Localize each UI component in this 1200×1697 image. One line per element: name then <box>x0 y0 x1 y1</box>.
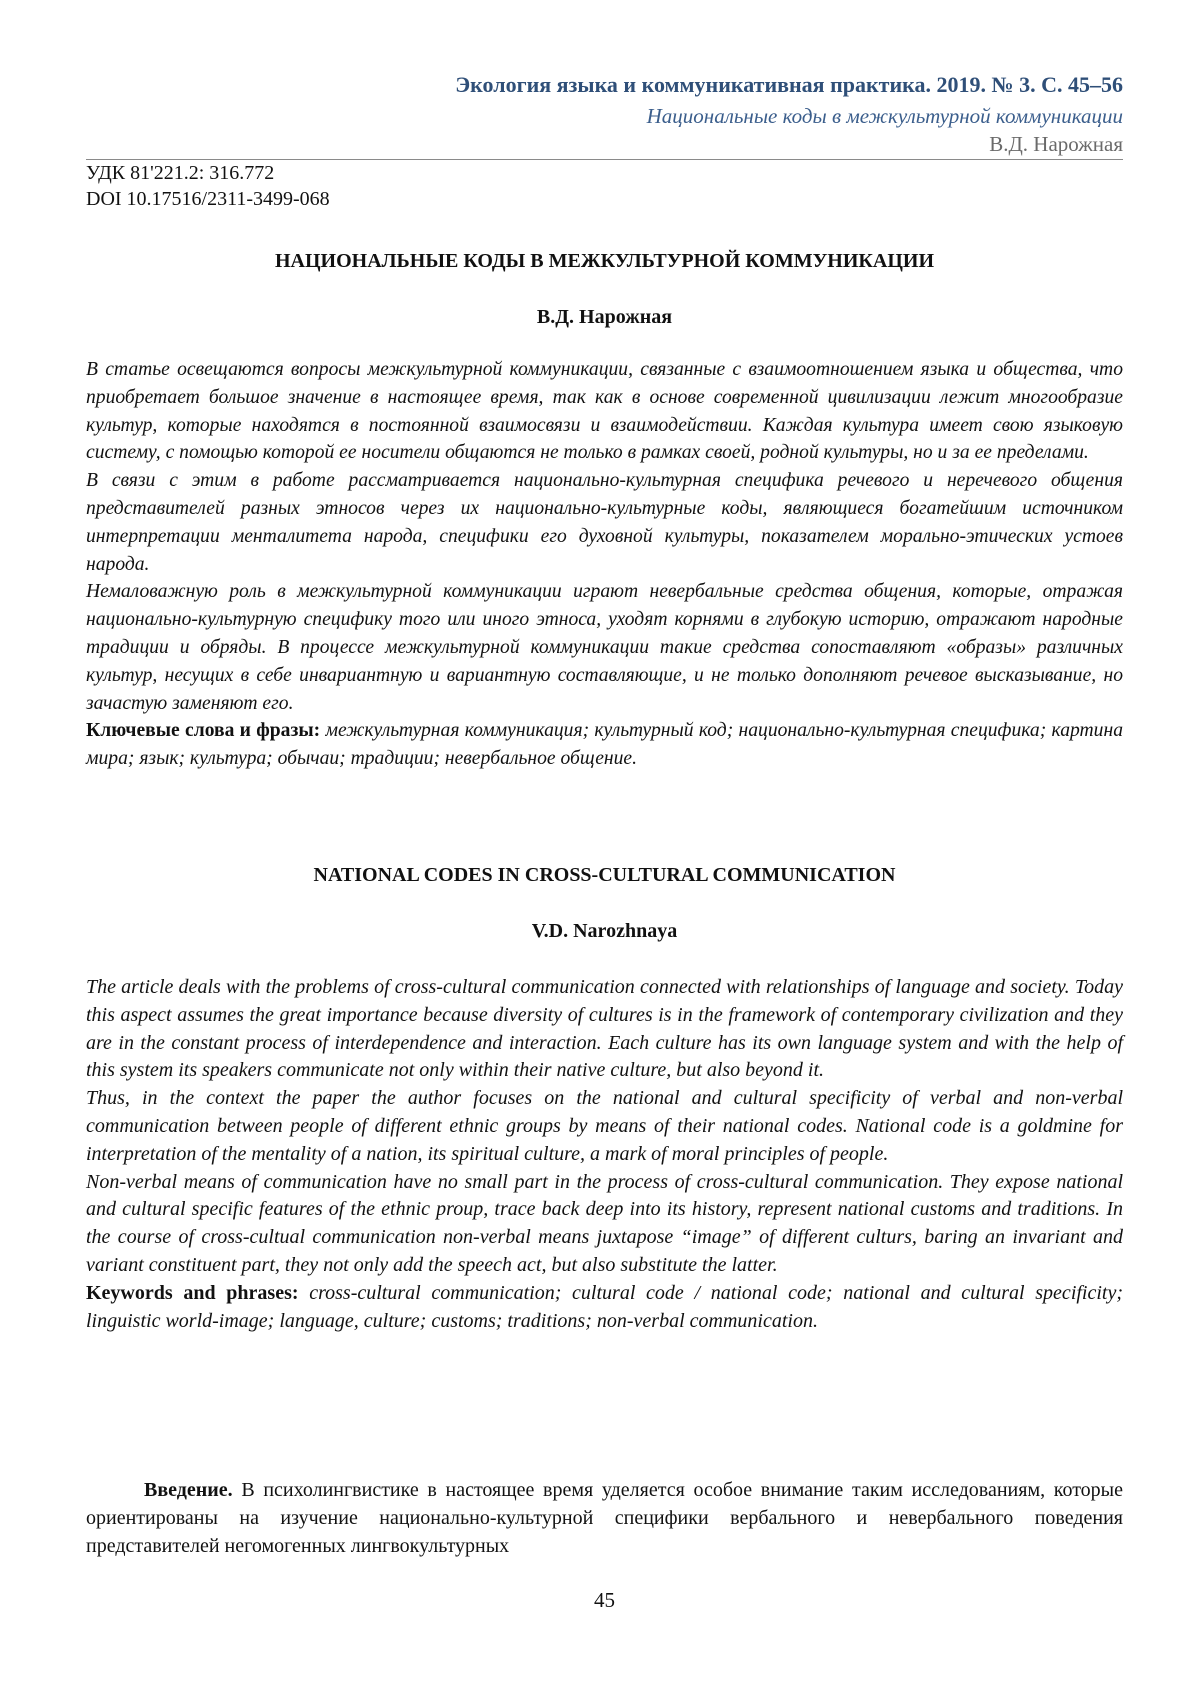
author-name-en: V.D. Narozhnaya <box>531 920 678 942</box>
keywords-en <box>86 1280 1123 1336</box>
introduction-label: Введение. <box>144 1479 233 1501</box>
abstract-en-paragraph: The article deals with the problems of cross-cultural communication connected with relationships of language and society. Today this aspect assumes the great importance because diversity of cultures is in the framework of contemporary civilization and they are in the constant process of interdependence and interaction. Each culture has its own language system and with the help of this system its speakers communicate not only within their native culture, but also beyond it. <box>86 976 1123 1082</box>
keywords-en-list: cross-cultural communication; cultural code / national code; national and cultural specificity; linguistic world-image; language, culture; customs; traditions; non-verbal communication. <box>86 1281 1124 1332</box>
running-header-topic: Национальные коды в межкультурной коммуникации <box>646 104 1123 128</box>
keywords-en-label: Keywords and phrases: <box>86 1281 299 1304</box>
keywords-ru-label: Ключевые слова и фразы: <box>86 720 321 742</box>
article-title-ru: НАЦИОНАЛЬНЫЕ КОДЫ В МЕЖКУЛЬТУРНОЙ КОММУНИКАЦИИ <box>274 250 934 272</box>
abstract-en <box>86 974 1123 1335</box>
page-number: 45 <box>594 1588 615 1612</box>
running-header-author: В.Д. Нарожная <box>989 132 1123 156</box>
keywords-ru-list: межкультурная коммуникация; культурный код; национально-культурная специфика; картина мира; язык; культура; обычаи; традиции; невербальное общение. <box>86 720 1123 770</box>
introduction <box>86 1477 1123 1560</box>
abstract-en-paragraph: Non-verbal means of communication have no small part in the process of cross-cultural communication. They expose national and cultural specific features of the ethnic proup, trace back deep into its history, represent national customs and traditions. In the course of cross-cultual communication non-verbal means juxtapose “image” of different culturs, baring an invariant and variant constituent part, they not only add the speech act, but also substitute the latter. <box>86 1170 1123 1276</box>
abstract-ru-paragraph: Немаловажную роль в межкультурной коммуникации играют невербальные средства общения, которые, отражая национально-культурную специфику того или иного этноса, уходят корнями в глубокую историю, отражают народные традиции и обряды. В процессе межкультурной коммуникации такие средства сопоставляют «образы» различных культур, несущих в себе инвариантную и вариантную составляющие, и не только дополняют речевое высказывание, но зачастую заменяют его. <box>86 581 1123 714</box>
introduction-paragraph <box>86 1477 1123 1560</box>
doi: DOI 10.17516/2311-3499-068 <box>86 188 330 210</box>
keywords-ru <box>86 717 1123 773</box>
running-header-journal: Экология языка и коммуникативная практика. 2019. № 3. С. 45–56 <box>455 72 1123 97</box>
article-title-en: NATIONAL CODES IN CROSS-CULTURAL COMMUNICATION <box>313 864 896 886</box>
header-divider <box>86 159 1123 160</box>
abstract-ru-paragraph: В связи с этим в работе рассматривается национально-культурная специфика речевого и неречевого общения представителей разных этносов через их национально-культурные коды, являющиеся богатейшим источником интерпретации менталитета народа, специфики его духовной культуры, показателем морально-этических устоев народа. <box>86 470 1123 575</box>
introduction-text: В психолингвистике в настоящее время уделяется особое внимание таким исследованиям, которые ориентированы на изучение национально-культурной специфики вербального и невербального поведения представителей негомогенных лингвокультурных <box>86 1479 1123 1557</box>
udk-code: УДК 81'221.2: 316.772 <box>86 162 275 184</box>
abstract-ru <box>86 356 1123 773</box>
author-name-ru: В.Д. Нарожная <box>536 306 673 328</box>
abstract-en-paragraph: Thus, in the context the paper the author focuses on the national and cultural specificity of verbal and non-verbal communication between people of different ethnic groups by means of their national codes. National code is a goldmine for interpretation of the mentality of a nation, its spiritual culture, a mark of moral principles of people. <box>86 1087 1123 1165</box>
abstract-ru-paragraph: В статье освещаются вопросы межкультурной коммуникации, связанные с взаимоотношением языка и общества, что приобретает большое значение в настоящее время, так как в основе современной цивилизации лежит многообразие культур, которые находятся в постоянной взаимосвязи и взаимодействии. Каждая культура имеет свою языковую систему, с помощью которой ее носители общаются не только в рамках своей, родной культуры, но и за ее пределами. <box>86 359 1123 464</box>
